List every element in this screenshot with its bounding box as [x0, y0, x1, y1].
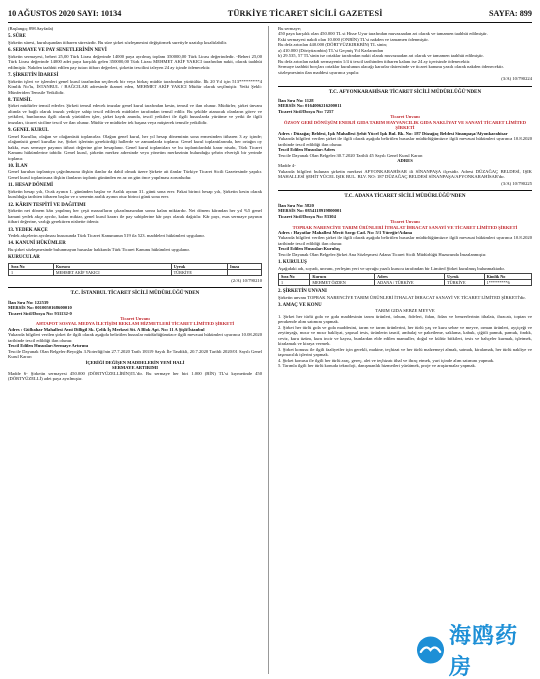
article-body: Genel Kurullar, olağan ve olağanüstü toplanırlar. Olağan genel kurul, her yıl hesap döneminin sona ermesinden itibaren 3 ay içinde; olağanüstü genel kurullar ise, Şirket işlerinin gerektirdiği hallerde ve zamanlarda toplanır. Genel kurul toplantılarında, her ortağın oy hakkı, esas sermaye payının itibari değerine göre hesaplanır. Genel kurul toplantıları ve bu toplantılardaki karar nisabı, Türk Ticaret Kanunu hükümlerine tabidir. Genel kurul, şirketin merkez adresinde veya yönetim merkezinin bulunduğu şehrin elverişli bir yerinde toplanır.	[8, 133, 262, 161]
seagull-logo-icon	[416, 635, 445, 665]
ticaret-unvani: AHTAPOT SOSYAL MEDYA İLETİŞİM REKLAM HİZMETLERİ TİCARET LİMİTED ŞİRKETİ	[35, 321, 235, 327]
registered-matters: Tescil Edilen Hususlar:Adres	[278, 147, 336, 153]
list-item: 5. Tarımla ilgili her türlü konuda teknoloji, danışmanlık hizmetleri yürütmek, proje ve araştırmalar yapmak.	[278, 363, 476, 369]
mersis-no: MERSİS No: 0164006216200011	[278, 103, 342, 109]
ticaret-unvani-label: Ticaret Unvanı	[120, 316, 150, 322]
capital-line: a) 410.000 (Dörtyüzonbin) TL'si Geçmiş Yıl Karlarından	[278, 47, 384, 53]
article-title: 7. ŞİRKETİN İDARESİ	[8, 73, 59, 79]
founders-body	[9, 269, 262, 275]
article-body: Şirketin süresi, kuruluşundan itibaren süresizdir. Bu süre şirket sözleşmesini değiştirmek suretiyle uzatılıp kısaltılabilir.	[8, 39, 228, 45]
ticaret-unvani-label: Ticaret Unvanı	[390, 114, 420, 120]
registration-text: Yukarıda bilgileri verilen şirket ile ilgili olarak aşağıda belirtilen hususlar müdürlüğümüzce ilgili mevzuat hükümleri uyarınca 10.8.2020 tarihinde tescil edildiği ilan olunur.	[278, 235, 532, 246]
gazette-title: TÜRKİYE TİCARET SİCİLİ GAZETESİ	[227, 8, 383, 18]
company-address: Adres : Hayatlar Mahallesi Mecit Savgı Cad. No: 5/1 Yüreğir/Adana	[278, 229, 413, 235]
section-title: 1. KURULUŞ	[278, 260, 307, 266]
articles-list	[8, 34, 262, 252]
table-row	[9, 269, 262, 275]
article-title: 11. HESAP DÖNEMİ	[8, 183, 53, 189]
court-header: T.C. İSTANBUL TİCARET SİCİLİ MÜDÜRLÜĞÜ'NDEN	[70, 290, 200, 297]
list-item: 3. Şirket konusu ile ilgili faaliyetler için gerekli, makine, teçhizat ve her türlü malzemeyi almak, satmak, kiralamak, her türlü nakliye ve taşımacılık işlerini yapmak.	[278, 346, 532, 358]
mersis-no: MERSİS No: 0010050168600010	[8, 305, 72, 311]
capital-line: b) 29.535, 57 TL'sinin ise ortaklar tarafından nakit olarak muvazaadan ari olarak ve tamamen taahhüt edilmiştir.	[278, 53, 484, 59]
registered-matters: Tescil Edilen Hususlar:Sermaye Artırımı	[8, 343, 89, 349]
table-row	[279, 280, 532, 286]
founder-header-cell: Sıra No	[279, 274, 310, 280]
capital-article: Madde 6- Şirketin sermayesi 450.000 (DÖRTYÜZELLİBİN)TL'dir. Bu sermaye her biri 1.000 (BİN) TL'si kıymetinde 450 (DÖRTYÜZELLİ) adet paya ayrılmıştır.	[8, 370, 262, 382]
table-cell: TÜRKİYE	[445, 280, 485, 286]
article-title: 6. SERMAYE VE PAY SENETLERİNİN NEVİ	[8, 48, 107, 54]
section-title: 3. AMAÇ VE KONU	[278, 303, 322, 309]
founder-table	[278, 273, 532, 286]
article-body: Yedek akçelerin ayrılması hususunda Türk Ticaret Kanununun 519 ila 523. maddeleri hükümleri uygulanır.	[8, 232, 205, 238]
section-title: 2. ŞİRKETİN UNVANI	[278, 289, 327, 295]
table-cell: ADANA / TÜRKİYE	[375, 280, 445, 286]
watermark	[416, 624, 538, 679]
founders-title: KURUCULAR	[8, 255, 40, 261]
mersis-no: MERSİS No: 0854118919800001	[278, 208, 342, 214]
company-address: Adres : Gülbahar Mahallesi Avni Dilligil Sk. Çelik İş Merkezi Sit. A Blok Apt. No: 11 A Şişli/İstanbul	[8, 326, 205, 332]
capital-line: Eski sermayesi nakdi olan 10.000 (ONBİN) TL'si nakden ve tamamen ödenmiştir.	[278, 36, 429, 42]
founders-header-cell: Imza	[228, 263, 262, 269]
article-title: 12. KÂRIN TESPİTİ VE DAĞITIMI	[8, 202, 86, 208]
founder-header-cell: Kimlik No	[484, 274, 531, 280]
ilan-sira-no: İlan Sıra No: 5820	[278, 202, 314, 208]
section-body: Aşağıdaki adı, soyadı, unvanı, yerleşim yeri ve uyruğu yazılı kurucu tarafından bir Limited Şirket kurulmuş bulunmaktadır.	[278, 265, 505, 271]
founder-header-cell: Adres	[375, 274, 445, 280]
capital-line: sözleşmesinin ilan maddesi uyarınca yapılır.	[278, 69, 360, 75]
registered-matters: Tescil Edilen Hususlar:Kuruluş	[278, 246, 340, 252]
list-item: 4. Şirket konusu ile ilgili her türlü araç, gereç, alet ve teçhizatı ithal ve ihraç etmek, yurt içinde alım satımını yapmak.	[278, 357, 495, 363]
purpose-items	[278, 314, 532, 369]
article-body: Şirketin hesap yılı, Ocak ayının 1. gününden başlar ve Aralık ayının 31. günü sona erer. Fakat birinci hesap yılı, Şirketin kesin olarak kurulduğu tarihten itibaren başlar ve o senenin aralık ayının otuz birinci günü sona erer.	[8, 188, 262, 200]
article-title: 8. TEMSİL	[8, 97, 32, 103]
article-number: Madde 4-	[278, 163, 296, 169]
amended-articles-title: İÇERİĞİ DEĞİŞEN MADDELERİN YENİ HALİ	[85, 359, 185, 365]
founder-header-cell: Kurucu	[310, 274, 375, 280]
article-title: 13. YEDEK AKÇE	[8, 227, 48, 233]
article-body: Genel kurulun toplantıya çağrılmasına ilişkin ilanlar da dahil olmak üzere Şirkete ait ilanlar Türkiye Ticaret Sicili Gazetesinde yapılır. Genel kurul toplantısına ilişkin ilanların toplantı gününden en az on gün önce yapılması zorunludur.	[8, 169, 262, 180]
founders-table	[8, 263, 262, 276]
notice-number: (3/A) 10/790224	[501, 76, 532, 82]
watermark-text: 海鸥药房	[449, 624, 519, 679]
registration-documents: Tescile Dayanak Olan Belgeler:30.7.2020 Tarihli 45 Sayılı Genel Kurul Kararı	[278, 152, 423, 158]
list-item: 1. Şirket her türlü gıda ve gıda maddesinin tarım ürünleri, tohum, fideleri, fidan, fidan ve benzerlerinin ithalatı, ihracatı, toptan ve perakende alım satımını yapmak.	[278, 313, 532, 325]
table-cell: 1*********6	[484, 280, 531, 286]
ticaret-unvani-label: Ticaret Unvanı	[390, 219, 420, 225]
article-title: 5. SÜRE	[8, 34, 26, 40]
article-title: 10. İLAN	[8, 163, 28, 169]
company-address: Adres : Düzağaç Beldesi, Işık Mahallesi Şehit Yücel Işık Bul. Bk. No: 187 Düzağaç Beldesi Sinanpaşa/Afyonkarahisar	[278, 130, 508, 136]
founders-header-cell: Sıra No	[9, 263, 54, 269]
list-item: 2. Şirket her türlü gıda ve gıda maddesini, tarım ve tarım ürünlerini, her türlü yaş ve kuru sebze ve meyve, orman ürünleri, ayçiçeği ve zeytinyağı, mısır ve mısır bakliyat, yapısal tesis, ürünlerin tasnif, ambalaj ve paketleme, saklama, kabuk, çiğitli pamuk, pamuk, fındık, ceviz, kuru üzüm, kuru incir ve kayısı, bunlardan elde edilen mamuller, doğal ve kültür bitkileri, tesis ve bahçeler kurmak, işletmek, kiralamak ve kiraya vermek.	[278, 324, 532, 347]
notice-number: (3/A) 10/790225	[501, 180, 532, 186]
table-cell: 1	[9, 269, 54, 275]
capital-line: Bu defa artırılan nakdi sermayenin 1/4 ü tescil tarihinden itibaren kalanı ise 24 ay içerisinde ödenecektir.	[278, 58, 471, 64]
table-cell: MEHMET ÖZDEN	[310, 280, 375, 286]
court-header: T.C. ADANA TİCARET SİCİLİ MÜDÜRLÜĞÜ'NDEN	[344, 193, 466, 200]
article-body: Şirketin işleri ve işlemleri genel kurul tarafından seçilecek bir veya birkaç müdür tarafından yürütülür. İlk 20 Yıl için 513*********4 Kimlik No'lu, İSTANBUL / BAĞCILAR adresinde ikamet eden, MEHMET AKİF YAKICI Müdür olarak seçilmiştir. Yetki Şekli: Münferiden Temsile Yetkilidir.	[8, 78, 262, 95]
header-rule	[8, 22, 532, 23]
address-article: Yukarıda bilgileri bulunan şirketin merkezi AFYONKARAHİSAR ili SİNANPAŞA ilçesidir. Adresi DÜZAĞAÇ BELDESİ, IŞIK MAHALLESİ ŞEHİT YÜCEL IŞIK BUL. BLV. NO: 187 DÜZAĞAÇ BELDESİ SİNANPAŞA/AFYONKARAHİSAR'dır.	[278, 168, 532, 180]
capital-line: Sermaye taahhüt borçları ortaklar kurulunun alacağı kararlar dairesinde ve ticaret kanunu yazılı olarak nakden ödenecektir.	[278, 64, 504, 70]
right-column	[278, 26, 532, 676]
ilan-sira-no: İlan Sıra No: 1128	[278, 97, 314, 103]
capital-increase-title: SERMAYE ARTIRIMI	[112, 365, 158, 371]
founder-header-cell: Uyruk	[445, 274, 485, 280]
capital-line: 450 paya karşılık olan 450.000 TL si Hisse Uyur tarafından muvazaadan ari olarak ve tamamen taahhüt edilmiştir.	[278, 31, 488, 37]
registration-documents: Tescile Dayanak Olan Belgeler:Beyoğlu 3.Noterliği'nin 27.7.2020 Tarih 18319 Sayılı İle Tasdikli, 20.7.2020 Tarihli 2020/01 Sayılı Genel Kurul Kararı	[8, 348, 262, 360]
table-cell	[228, 269, 262, 275]
continuation-note: (Başlangıç 898.Sayfada)	[8, 26, 54, 31]
page-number: SAYFA: 899	[489, 8, 532, 18]
section-body: Şirketin unvanı TOPRAK NARENCİYE TARIM ÜRÜNLERİ İTHALAT İHRACAT SANAYİ VE TİCARET LİMİTED ŞİRKETİ'dir.	[278, 294, 526, 300]
ticaret-sicil-no: Ticaret Sicil/Dosya No: 931132-0	[8, 310, 72, 316]
address-title: ADRES	[397, 157, 413, 163]
founders-header-cell: Uyruk	[171, 263, 227, 269]
capital-line: Bu defa artırılan 440.000 (DÖRTYÜZKIRKBİN) TL sinin;	[278, 42, 388, 48]
founders-header-cell: Kurucu	[53, 263, 171, 269]
separator	[278, 86, 532, 87]
table-cell: TÜRKİYE	[171, 269, 227, 275]
article-body: Şirketin sermayesi, beheri 25,00 Türk Lirası değerinde 14000 paya ayrılmış toplam 350000,00 Türk Lirası değerindedir. -Beheri 25,00 Türk Lirası değerinde 14000 adet paya karşılık gelen 350000,00 Türk Lirası MEHMET AKİF YAKICI tarafından nakit, olarak taahhüt edilmiştir. Nakden taahhüt edilen pay tutarı itibarı değerleri, şirketin tescilini izleyen 24 ay içinde ödenecektir.	[8, 53, 262, 70]
separator	[278, 190, 532, 191]
table-cell: MEHMET AKİF YAKICI	[53, 269, 171, 275]
founder-body	[279, 280, 532, 286]
section-subtitle: TARIM GIDA SEBZE MEYVE	[375, 308, 435, 314]
article-body: Şirket müdürler temsil ederler. Şirketi temsil edecek imzalar genel kurul tarafından kesin, temsil ve ilan olunur. Müdürler, şirket ünvanı altında ve bağlı olarak imzalı yetkiye sahip tescil edilecek müdürler tarafından temsil edilir. Bu şekilde atanacak olanların görev ve yetkileri, bunlarınsa ilgili olarak yürütülen işler, şirket kaydı anında, tescil yetkileri ile ilgili hususlarda yürütme ve yetki ile ilgili imzaları, ticaret siciline tescil ve ilan olunur. Müdür ve müdürler tek başına veya müşterek temsile yetkilidir.	[8, 103, 262, 125]
left-column	[8, 26, 262, 676]
ilan-sira-no: İlan Sıra No: 122539	[8, 299, 49, 305]
separator	[8, 287, 262, 288]
article-title: 14. KANUNİ HÜKÜMLER	[8, 241, 66, 247]
capital-line: Bu sermaye;	[278, 26, 302, 31]
ticaret-unvani: ÖZSOY GERİ DÖNÜŞÜM ENERJİ GIDA TARIM HAYVANCILIK GIDA NAKLİYAT VE SANAYİ TİCARET LİMİTED ŞİRKETİ	[283, 119, 527, 131]
article-title: 9. GENEL KURUL	[8, 128, 49, 134]
registration-text: Yukarıda bilgileri verilen şirket ile ilgili olarak aşağıda belirtilen hususlar müdürlüğümüzce ilgili mevzuat hükümleri uyarınca 10.08.2020 tarihinde tescil edildiği ilan olunur.	[8, 332, 262, 343]
ticaret-sicil-no: Ticaret Sicil/Dosya No: 7257	[278, 108, 334, 114]
ticaret-sicil-no: Ticaret Sicil/Dosya No: 83304	[278, 213, 336, 219]
registration-text: Yukarıda bilgileri verilen şirket ile ilgili olarak aşağıda belirtilen hususlar müdürlüğümüzce ilgili mevzuat hükümleri uyarınca 10.8.2020 tarihinde tescil edildiği ilan olunur.	[278, 136, 532, 147]
registration-documents: Tescile Dayanak Olan Belgeler:Şirket Ana Sözleşmesi Adana Ticaret Sicili Müdürlüğü Huzurunda İmzalanmıştır.	[278, 251, 487, 257]
issue-date: 10 AĞUSTOS 2020 SAYI: 10134	[8, 8, 122, 18]
column-divider	[268, 26, 269, 674]
article-body: Bu şirket sözleşmesinde bulunmayan hususlar hakkında Türk Ticaret Kanunu hükümleri uygulanır.	[8, 246, 190, 252]
table-cell: 1	[279, 280, 310, 286]
page-header	[8, 6, 532, 20]
court-header: T.C. AFYONKARAHİSAR TİCARET SİCİLİ MÜDÜRLÜĞÜ'NDEN	[328, 88, 482, 95]
ticaret-unvani: TOPRAK NARENCİYE TARIM ÜRÜNLERİ İTHALAT İHRACAT SANAYİ VE TİCARET LİMİTED ŞİRKETİ	[292, 224, 518, 230]
article-body: Şirketin net dönem kârı yapılmış her çeşit masrafların çıkarılmasından sonra kalan miktardır. Net dönem kârından her yıl %5 genel kanuni yedek akçe ayrılır, kalan miktar, genel kurul kararı ile pay sahiplerine kâr payı olarak dağıtılır. Kâr payı, esas sermaye payının itibari değerine, varlığı gerektiren nisbette ödenir.	[8, 208, 262, 225]
notice-number: (2/A) 10/790210	[231, 277, 262, 283]
capital-details	[278, 26, 532, 75]
